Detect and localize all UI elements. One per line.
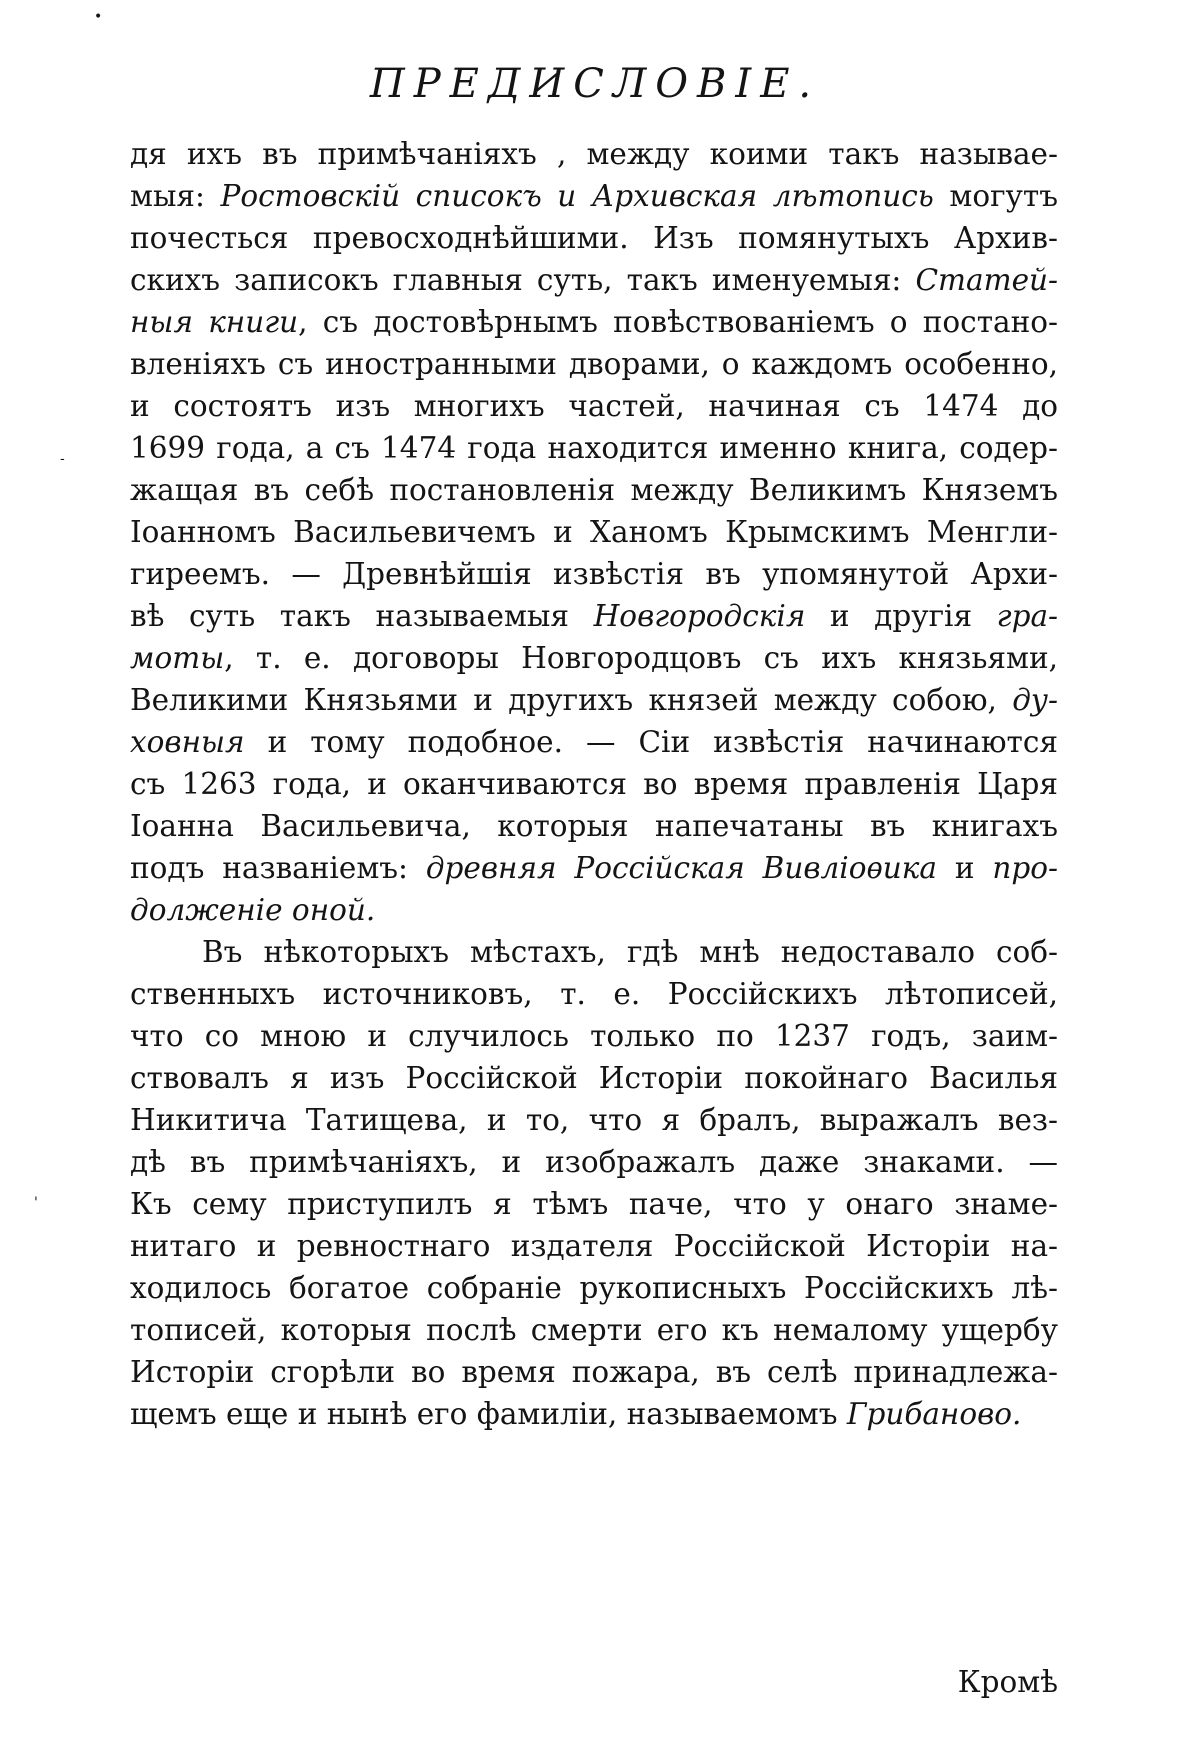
paragraph — [130, 931, 1058, 1435]
text-line — [130, 1351, 1058, 1393]
paragraph — [130, 133, 1058, 931]
text-line — [130, 931, 1058, 973]
text-line — [130, 1393, 1058, 1435]
text-line — [130, 637, 1058, 679]
text-line — [130, 469, 1058, 511]
text-line — [130, 385, 1058, 427]
text-line — [130, 133, 1058, 175]
text-run: и тому подобное. — Сіи извѣстія начинаются — [244, 725, 1058, 759]
page-speck-mark: • — [94, 9, 103, 25]
italic-text: долженіе оной. — [130, 893, 376, 927]
italic-text: Грибаново. — [846, 1397, 1022, 1431]
italic-text: древняя Россійская Вивліоѳика — [425, 851, 937, 885]
text-line — [130, 595, 1058, 637]
text-line — [130, 301, 1058, 343]
italic-text: моты — [130, 641, 225, 675]
text-line — [130, 1267, 1058, 1309]
text-run: Іоанна Васильевича, которыя напечатаны въ книгахъ — [130, 809, 1058, 843]
text-line — [130, 1015, 1058, 1057]
margin-speck-mark: - — [60, 451, 65, 467]
text-run: вѣ суть такъ называемыя — [130, 599, 594, 633]
text-run: ствовалъ я изъ Россійской Исторіи покойнаго Василья — [130, 1061, 1058, 1095]
text-line — [130, 721, 1058, 763]
text-line — [130, 1183, 1058, 1225]
text-run: что со мною и случилось только по 1237 годъ, заим- — [130, 1019, 1058, 1053]
text-run: вленіяхъ съ иностранными дворами, о каждомъ особенно, — [130, 347, 1058, 381]
text-line — [130, 343, 1058, 385]
text-line — [130, 553, 1058, 595]
text-line — [130, 1309, 1058, 1351]
text-line — [130, 175, 1058, 217]
italic-text: ду- — [1012, 683, 1058, 717]
text-run: и — [936, 851, 993, 885]
text-run: съ 1263 года, и оканчиваются во время правленія Царя — [130, 767, 1058, 801]
text-run: Никитича Татищева, и то, что я бралъ, выражалъ вез- — [130, 1103, 1058, 1137]
italic-text: Ростовскій списокъ и Архивская лѣтопись — [220, 179, 934, 213]
text-run: могутъ — [933, 179, 1058, 213]
text-run: 1699 года, а съ 1474 года находится именно книга, содер- — [130, 431, 1058, 465]
text-line — [130, 847, 1058, 889]
text-line — [130, 427, 1058, 469]
page-title: ПРЕДИСЛОВІЕ. — [369, 61, 821, 107]
text-run: Великими Князьями и другихъ князей между собою, — [130, 683, 1013, 717]
text-line — [130, 1057, 1058, 1099]
body-text — [130, 133, 1058, 1435]
italic-text: ныя книги — [130, 305, 299, 339]
margin-speck-mark: ' — [34, 1195, 38, 1211]
italic-text: про- — [992, 851, 1058, 885]
italic-text: гра- — [996, 599, 1058, 633]
text-run: нитаго и ревностнаго издателя Россійской Исторіи на- — [130, 1229, 1058, 1263]
text-run: и другія — [805, 599, 997, 633]
text-run: Къ сему приступилъ я тѣмъ паче, что у онаго знаме- — [130, 1187, 1058, 1221]
text-line — [130, 889, 1058, 931]
text-run: мыя: — [130, 179, 221, 213]
text-run: ходилось богатое собраніе рукописныхъ Россійскихъ лѣ- — [130, 1271, 1058, 1305]
text-run: скихъ записокъ главныя суть, такъ именуемыя: — [130, 263, 916, 297]
text-run: Въ нѣкоторыхъ мѣстахъ, гдѣ мнѣ недоставало соб- — [202, 935, 1058, 969]
text-run: , т. е. договоры Новгородцовъ съ ихъ князьями, — [224, 641, 1058, 675]
text-run: дѣ въ примѣчаніяхъ, и изображалъ даже знаками. — — [130, 1145, 1058, 1179]
italic-text: Статей- — [915, 263, 1058, 297]
text-line — [130, 805, 1058, 847]
text-run: тописей, которыя послѣ смерти его къ немалому ущербу — [130, 1313, 1058, 1347]
text-run: и состоятъ изъ многихъ частей, начиная съ 1474 до — [130, 389, 1058, 423]
text-line — [130, 763, 1058, 805]
text-run: подъ названіемъ: — [130, 851, 426, 885]
catchword: Кромѣ — [957, 1665, 1058, 1699]
italic-text: ховныя — [130, 725, 245, 759]
text-line — [130, 217, 1058, 259]
text-run: , съ достовѣрнымъ повѣствованіемъ о постано- — [298, 305, 1058, 339]
text-line — [130, 1225, 1058, 1267]
text-run: почесться превосходнѣйшими. Изъ помянутыхъ Архив- — [130, 221, 1058, 255]
text-run: гиреемъ. — Древнѣйшія извѣстія въ упомянутой Архи- — [130, 557, 1058, 591]
text-line — [130, 1099, 1058, 1141]
text-run: Іоанномъ Васильевичемъ и Ханомъ Крымскимъ Менгли- — [130, 515, 1058, 549]
italic-text: Новгородскія — [593, 599, 806, 633]
text-line — [130, 973, 1058, 1015]
text-line — [130, 1141, 1058, 1183]
text-run: Исторіи сгорѣли во время пожара, въ селѣ принадлежа- — [130, 1355, 1058, 1389]
text-run: жащая въ себѣ постановленія между Великимъ Княземъ — [130, 473, 1058, 507]
text-line — [130, 259, 1058, 301]
text-run: ственныхъ источниковъ, т. е. Россійскихъ лѣтописей, — [130, 977, 1058, 1011]
text-run: щемъ еще и нынѣ его фамиліи, называемомъ — [130, 1397, 847, 1431]
text-line — [130, 679, 1058, 721]
text-line — [130, 511, 1058, 553]
text-run: дя ихъ въ примѣчаніяхъ , между коими такъ называе- — [130, 137, 1058, 171]
